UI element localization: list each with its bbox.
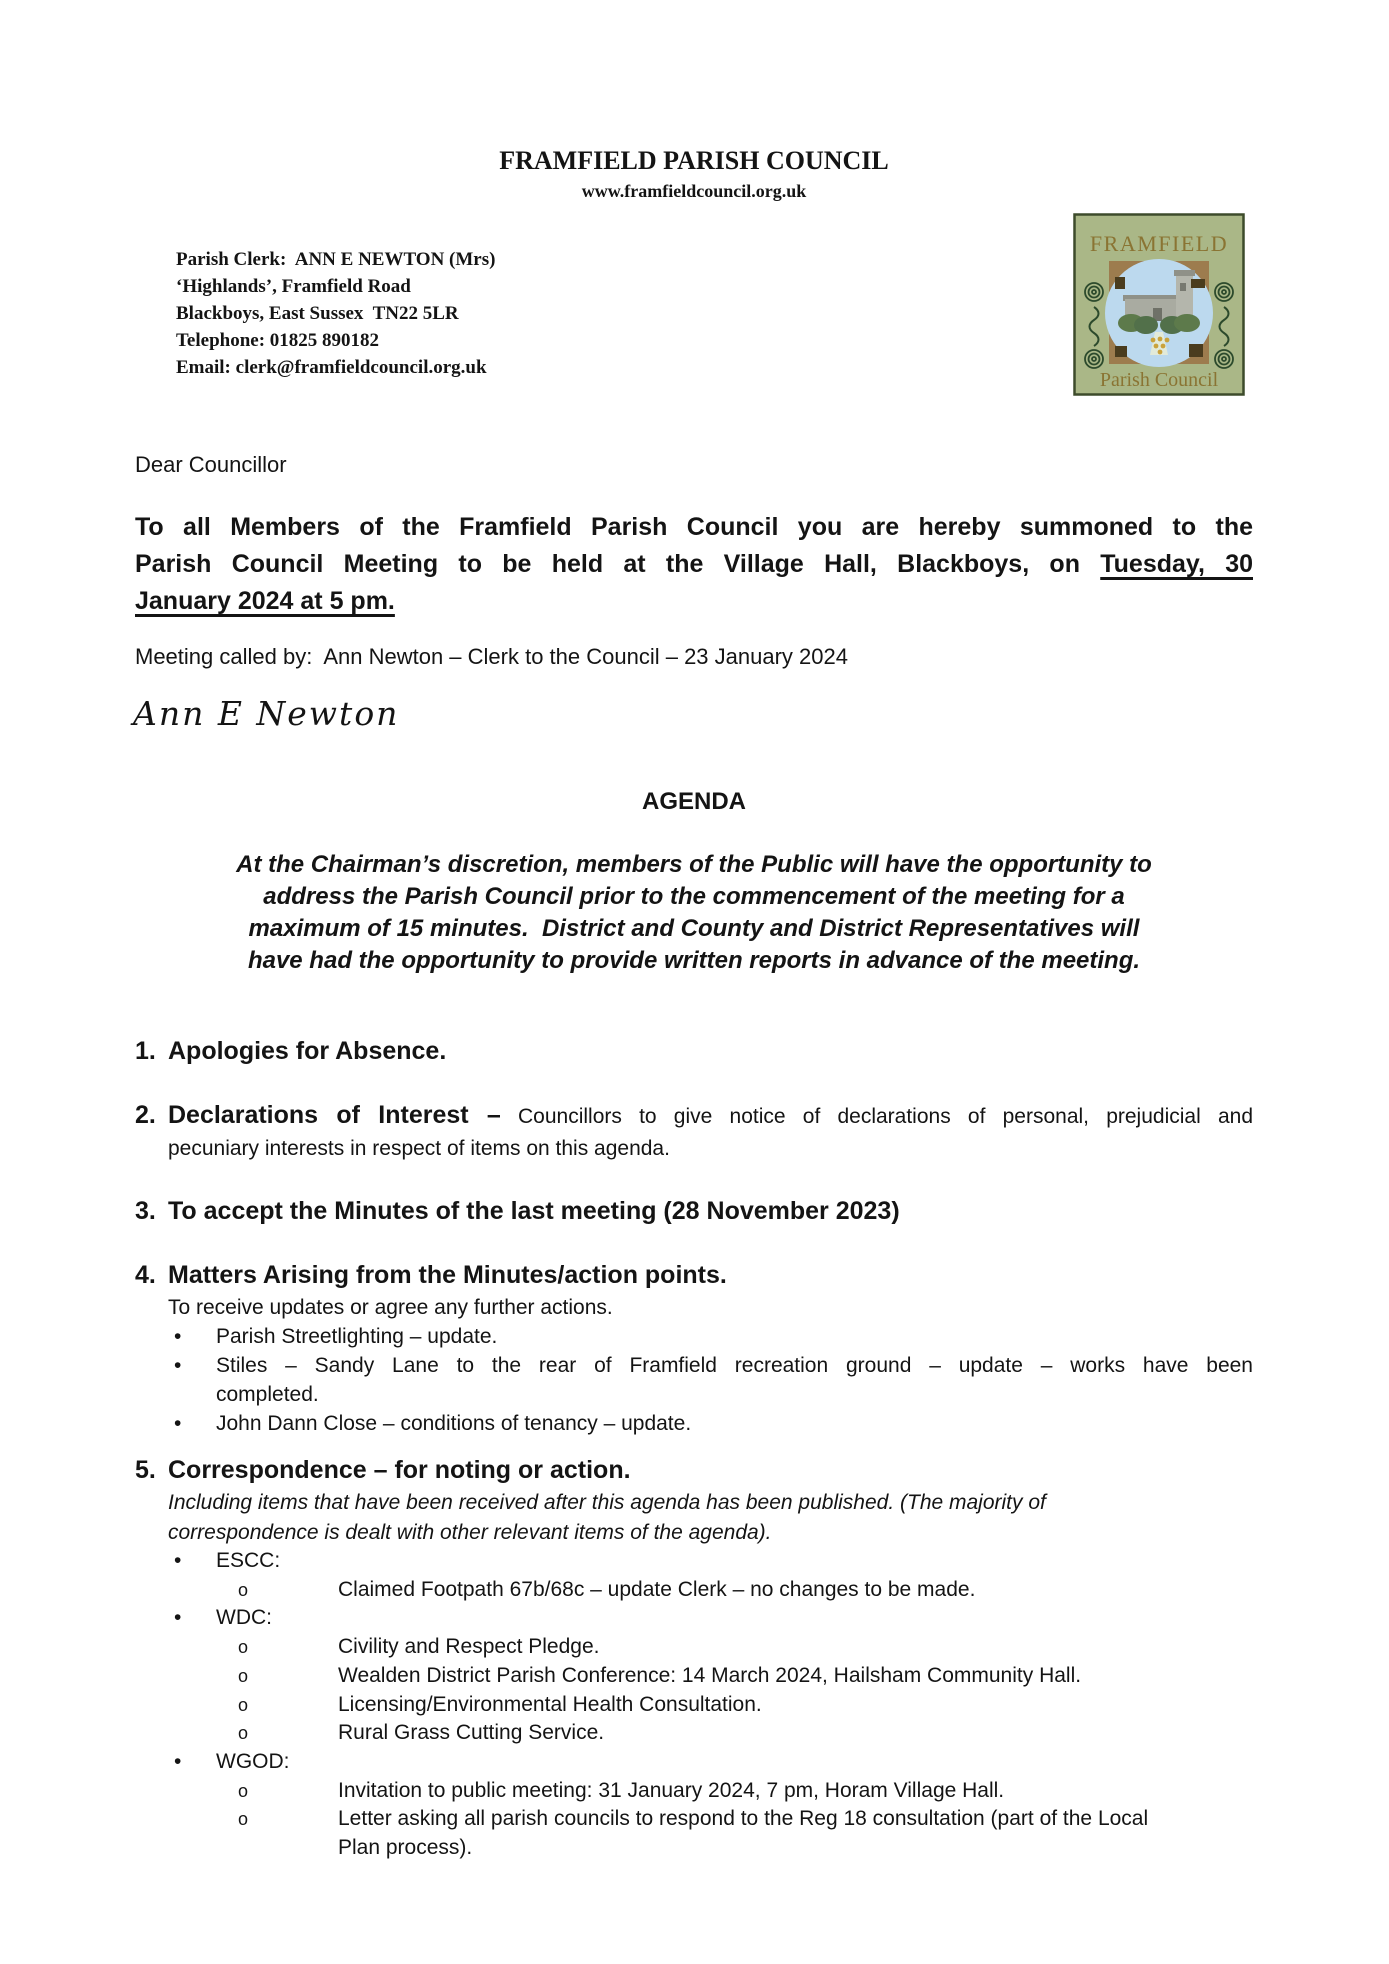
list-item: • WDC: (168, 1604, 1253, 1633)
sub-list-item: o Licensing/Environmental Health Consultation. (168, 1691, 1253, 1720)
item-note: Including items that have been received after this agenda has been published. (The majority of correspondence is dealt with other relevant items of the agenda). (168, 1491, 1046, 1544)
item-number: 2. (135, 1101, 156, 1129)
circle-bullet-icon: o (238, 1694, 249, 1715)
letterhead (135, 146, 1253, 202)
bullet-icon: • (174, 1606, 182, 1630)
item-number: 1. (135, 1037, 156, 1065)
logo-title-text: FRAMFIELD (1089, 231, 1229, 256)
item-description-line-2: pecuniary interests in respect of items on this agenda. (168, 1137, 670, 1160)
agenda-heading: AGENDA (641, 788, 746, 815)
circle-bullet-icon: o (238, 1665, 249, 1686)
circle-bullet-icon: o (238, 1723, 249, 1744)
bullet-icon: • (174, 1325, 182, 1348)
bullet-icon: • (174, 1749, 182, 1773)
list-item: • Stiles – Sandy Lane to the rear of Framfield recreation ground – update – works have been completed. (168, 1351, 1253, 1409)
clerk-signature: Ann E Newton (133, 694, 400, 733)
sub-list-item: o Wealden District Parish Conference: 14 March 2024, Hailsham Community Hall. (168, 1662, 1253, 1691)
list-item: • ESCC: (168, 1547, 1253, 1576)
item-number: 4. (135, 1261, 156, 1289)
bullet-icon: • (174, 1549, 182, 1572)
item-title: Apologies for Absence. (168, 1037, 447, 1065)
item-number: 3. (135, 1197, 156, 1225)
agenda-item-3 (135, 1196, 1253, 1226)
circle-bullet-icon: o (238, 1579, 249, 1600)
summons-line-1: To all Members of the Framfield Parish Council you are hereby summoned to the (135, 513, 1253, 541)
agenda-item-1 (135, 1036, 1253, 1066)
sub-list-item: o Civility and Respect Pledge. (168, 1633, 1253, 1662)
public-participation-note: At the Chairman’s discretion, members of the Public will have the opportunity to address the Parish Council prior to the commencement of the meeting for a maximum of 15 minutes. District and County and District Representatives will have had the opportunity to provide written reports in advance of the meeting. (236, 851, 1152, 974)
sub-list-item: o Rural Grass Cutting Service. (168, 1719, 1253, 1748)
agenda-item-2 (135, 1100, 1253, 1163)
underlined-date-part-1: Tuesday, 30 (1100, 550, 1253, 578)
item-title: Declarations of Interest – (168, 1101, 501, 1129)
circle-bullet-icon: o (238, 1637, 249, 1658)
item-title: Matters Arising from the Minutes/action points. (168, 1261, 727, 1289)
circle-bullet-icon: o (238, 1809, 249, 1830)
meeting-called-by: Meeting called by: Ann Newton – Clerk to the Council – 23 January 2024 (135, 644, 848, 669)
logo-subtitle-text: Parish Council (1099, 369, 1219, 391)
summons-line-3 (135, 583, 1253, 620)
underlined-date-part-2: January 2024 at 5 pm. (135, 587, 395, 615)
bullet-icon: • (174, 1412, 182, 1435)
item-title: To accept the Minutes of the last meeting (28 November 2023) (168, 1197, 900, 1225)
item-description: Councillors to give notice of declarations of personal, prejudicial and (500, 1105, 1253, 1128)
agenda-item-5 (135, 1455, 1253, 1863)
clerk-contact-block (176, 246, 495, 381)
circle-bullet-icon: o (238, 1780, 249, 1801)
item-number: 5. (135, 1456, 156, 1484)
agenda-item-4 (135, 1260, 1253, 1438)
list-item: • Parish Streetlighting – update. (168, 1322, 1253, 1351)
bullet-icon: • (174, 1354, 182, 1377)
page-title: FRAMFIELD PARISH COUNCIL (499, 146, 889, 175)
list-item: • WGOD: (168, 1748, 1253, 1777)
summons-line-2: Parish Council Meeting to be held at the Village Hall, Blackboys, on Tuesday, 30 (135, 550, 1253, 578)
item-subtitle: To receive updates or agree any further actions. (168, 1296, 613, 1319)
clerk-name-line: Parish Clerk: ANN E NEWTON (Mrs) (176, 249, 496, 270)
sub-list-item: o Invitation to public meeting: 31 January 2024, 7 pm, Horam Village Hall. (168, 1777, 1253, 1806)
salutation: Dear Councillor (135, 452, 287, 477)
website-url: www.framfieldcouncil.org.uk (581, 181, 807, 201)
address-line-2: Blackboys, East Sussex TN22 5LR (176, 303, 459, 324)
email-line: Email: clerk@framfieldcouncil.org.uk (176, 357, 487, 378)
summons-paragraph (135, 509, 1253, 620)
sub-list-item: o Letter asking all parish councils to respond to the Reg 18 consultation (part of the Local Plan process). (168, 1805, 1253, 1862)
sub-list-item: o Claimed Footpath 67b/68c – update Clerk – no changes to be made. (168, 1576, 1253, 1605)
item-title: Correspondence – for noting or action. (168, 1456, 631, 1484)
parish-council-logo (1073, 213, 1245, 396)
list-item: • John Dann Close – conditions of tenancy – update. (168, 1409, 1253, 1438)
address-line-1: ‘Highlands’, Framfield Road (176, 276, 411, 297)
telephone-line: Telephone: 01825 890182 (176, 330, 380, 351)
